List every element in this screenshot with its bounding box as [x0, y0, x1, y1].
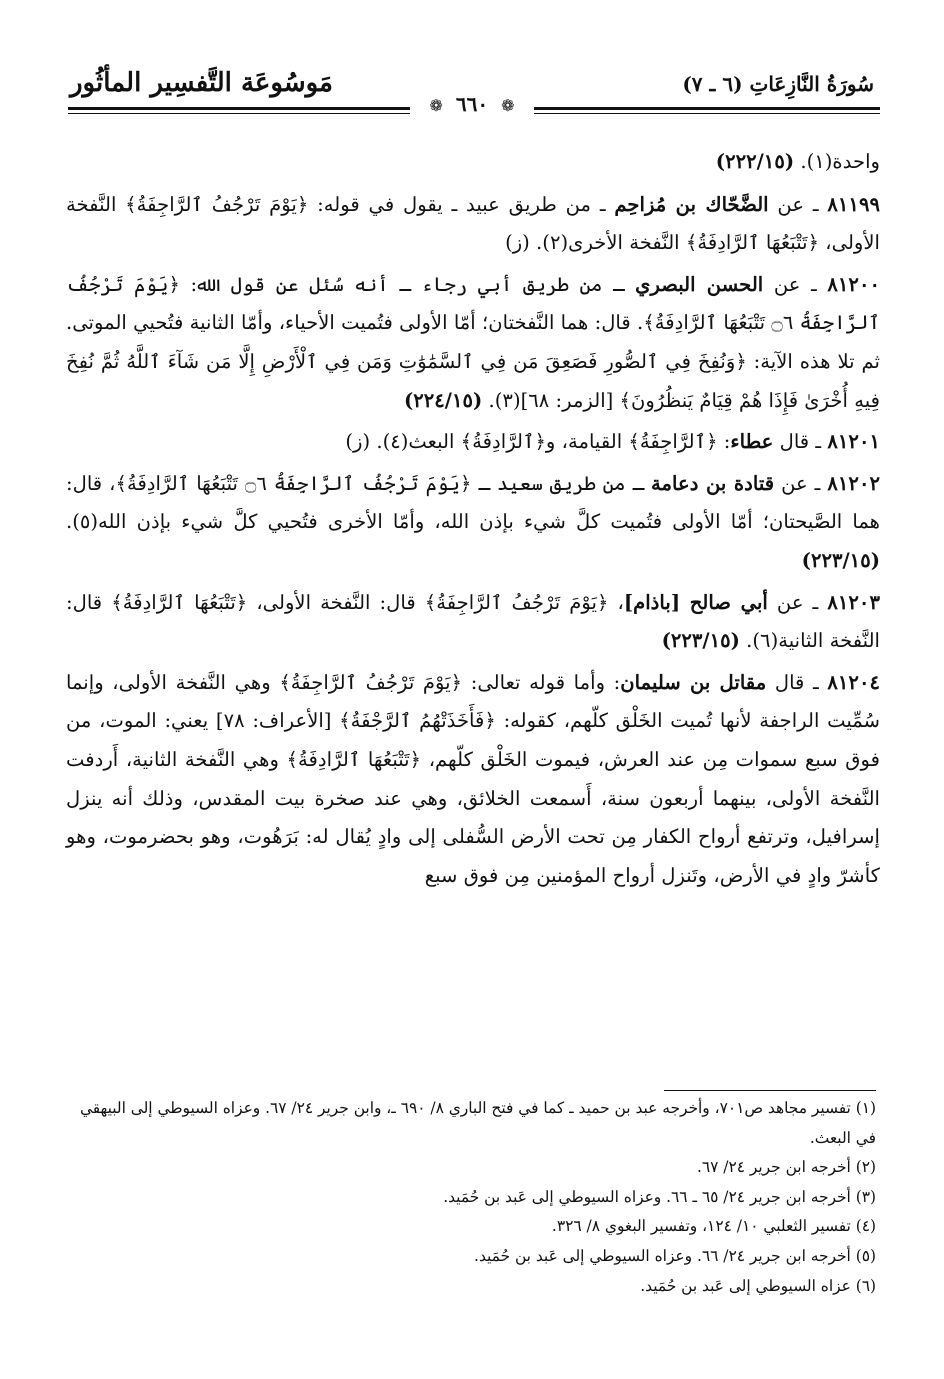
volume-reference: (٢٢٤/١٥)	[403, 388, 483, 412]
narration-intro: ـ عن	[767, 590, 828, 614]
narration-text: : وأما قوله تعالى: ﴿يَوْمَ تَرْجُفُ ٱلرَّاجِفَةُ﴾ وهي النَّفخة الأولى، وإنما سُمِّيت الراجفة لأنها تُميت الخَلْق كلّهم، كقوله: ﴿فَأَخَذَتْهُمُ ٱلرَّجْفَةُ﴾ [الأعراف: ٧٨] يعني: الموت، من فوق سبع سموات مِن عند العرش، فيموت الخَلْق كلّهم، ﴿تَتْبَعُهَا ٱلرَّادِفَةُ﴾ وهي النَّفخة الثانية، أَردفت النَّفخة الأولى، بينهما أربعون سنة، أَسمعت الخلائق، وهي عند صخرة بيت المقدس، وذلك أنه ينزل إسرافيل، وترتفع أرواح الكفار مِن تحت الأرض السُّفلى إلى وادٍ يُقال له: بَرَهُوت، وهو بحضرموت، وهو كأشرّ وادٍ في الأرض، وتَنزل أرواح المؤمنين مِن فوق سبع	[66, 670, 881, 887]
narration-text: ـ من طريق سعيد ـ ﴿يَوْمَ تَرْجُفُ ٱلرَّاجِفَةُ ۝٦ تَتْبَعُهَا ٱلرَّادِفَةُ﴾، قال: هما الصَّيحتان؛ أمّا الأولى فتُميت كلَّ شيء بإذن الله، وأمّا الأخرى فتُحيي كلَّ شيء بإذن الله(٥).	[66, 471, 880, 534]
paragraph-continuation	[66, 143, 880, 182]
footnote-6: (٦) عزاه السيوطي إلى عَبد بن حُمَيد.	[640, 1276, 876, 1295]
page-number-bar	[0, 92, 944, 116]
narration-text: ـ من طريق عبيد ـ يقول في قوله: ﴿يَوْمَ تَرْجُفُ ٱلرَّاجِفَةُ﴾ النَّفخة الأولى، ﴿تَتْبَعُهَا ٱلرَّادِفَةُ﴾ النَّفخة الأخرى(٢). (ز)	[66, 192, 880, 255]
footnotes	[66, 1094, 876, 1301]
narrator-name: مقاتل بن سليمان	[620, 670, 767, 694]
footnote-1: (١) تفسير مجاهد ص٧٠١، وأخرجه عبد بن حميد ـ كما في فتح الباري ٨/ ٦٩٠ ـ، وابن جرير ٢٤/ ٦٧. وعزاه السيوطي إلى البيهقي في البعث.	[79, 1099, 876, 1147]
narrator-name: الحسن البصري	[635, 272, 764, 296]
narration-intro: ـ عن	[774, 471, 828, 495]
narration-intro: ـ عن	[768, 192, 828, 216]
footnote-2: (٢) أخرجه ابن جرير ٢٤/ ٦٧.	[696, 1158, 876, 1177]
paragraph-text: واحدة(١).	[794, 150, 880, 173]
ornament-right-icon: ❁	[501, 96, 515, 115]
volume-reference: (٢٢٢/١٥)	[715, 150, 795, 173]
narration-81199	[66, 186, 880, 263]
narration-number: ٨١١٩٩	[827, 192, 880, 216]
page-number-box	[410, 92, 535, 116]
narration-81201	[66, 423, 880, 462]
narration-number: ٨١٢٠٣	[827, 590, 880, 614]
narration-intro: ـ قال	[773, 430, 828, 454]
narration-81202	[66, 465, 880, 581]
narration-text: ـ من طريق أبي رجاء ـ أنه سُئل عن قول الله: ﴿يَوْمَ تَرْجُفُ ٱلرَّاجِفَةُ ۝٦ تَتْبَعُهَا ٱلرَّادِفَةُ﴾. قال: هما النَّفختان؛ أمّا الأولى فتُميت الأحياء، وأمّا الثانية فتُحيي الموتى. ثم تلا هذه الآية: ﴿وَنُفِخَ فِي ٱلصُّورِ فَصَعِقَ مَن فِي ٱلسَّمَٰوَٰتِ وَمَن فِي ٱلْأَرْضِ إِلَّا مَن شَآءَ ٱللَّهُ ثُمَّ نُفِخَ فِيهِ أُخْرَىٰ فَإِذَا هُمْ قِيَامٌ يَنظُرُونَ﴾ [الزمر: ٦٨](٣).	[66, 272, 881, 412]
footnote-5: (٥) أخرجه ابن جرير ٢٤/ ٦٦. وعزاه السيوطي إلى عَبد بن حُمَيد.	[474, 1246, 876, 1265]
narration-81204	[66, 664, 880, 896]
page-number: ٦٦٠	[455, 92, 489, 116]
narrator-name: أبي صالح [باذام]	[623, 590, 768, 614]
footnote-separator	[664, 1090, 876, 1091]
narrator-name: الضَّحّاك بن مُزاحِم	[614, 192, 769, 216]
surah-reference: سُورَةُ النَّازِعَاتِ (٦ ـ ٧)	[682, 72, 874, 96]
narration-text: : ﴿ٱلرَّاجِفَةُ﴾ القيامة، و﴿ٱلرَّادِفَةُ﴾ البعث(٤). (ز)	[345, 430, 731, 454]
narrator-name: قتادة بن دعامة	[651, 471, 775, 495]
narration-number: ٨١٢٠٤	[827, 670, 880, 694]
main-text	[66, 143, 880, 898]
ornament-left-icon: ❁	[429, 96, 443, 115]
narration-81203	[66, 584, 880, 661]
narration-81200	[66, 266, 880, 420]
volume-reference: (٢٢٣/١٥)	[661, 629, 740, 653]
narration-intro: ـ عن	[763, 272, 828, 296]
narration-text: ، ﴿يَوْمَ تَرْجُفُ ٱلرَّاجِفَةُ﴾ قال: النَّفخة الأولى، ﴿تَتْبَعُهَا ٱلرَّادِفَةُ﴾ قال: النَّفخة الثانية(٦).	[66, 590, 880, 653]
narration-number: ٨١٢٠٠	[827, 272, 880, 296]
narrator-name: عطاء	[730, 430, 774, 454]
footnote-4: (٤) تفسير الثعلبي ١٠/ ١٢٤، وتفسير البغوي ٨/ ٣٢٦.	[551, 1217, 876, 1236]
narration-number: ٨١٢٠٢	[827, 471, 880, 495]
narration-intro: ـ قال	[766, 670, 828, 694]
volume-reference: (٢٢٣/١٥)	[801, 548, 880, 572]
narration-number: ٨١٢٠١	[827, 430, 880, 454]
book-title: مَوسُوعَة التَّفسِير المأثُور	[70, 68, 333, 98]
footnote-3: (٣) أخرجه ابن جرير ٢٤/ ٦٥ ـ ٦٦. وعزاه السيوطي إلى عَبد بن حُمَيد.	[443, 1187, 876, 1206]
